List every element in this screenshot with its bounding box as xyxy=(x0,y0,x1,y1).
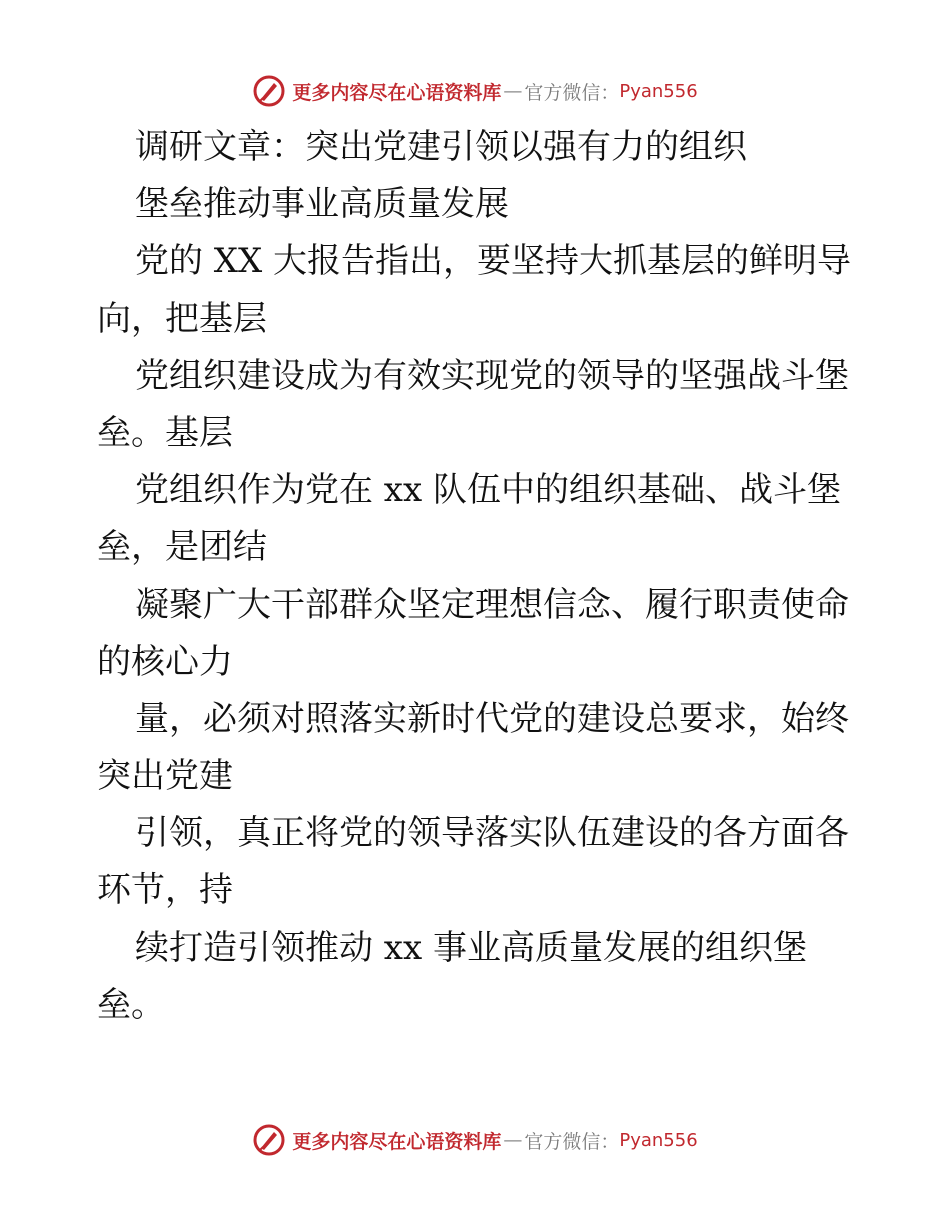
paragraph-line-1: 党的 XX 大报告指出，要坚持大抓基层的鲜明导 xyxy=(135,241,852,282)
watermark-main-text: 更多内容尽在心语资料库 xyxy=(292,1130,502,1153)
quill-pen-logo-icon xyxy=(252,1123,286,1157)
paragraph-line-4: 垒。基层 xyxy=(97,412,233,453)
paragraph-line-12: 环节，持 xyxy=(97,870,233,911)
paragraph-line-9: 量，必须对照落实新时代党的建设总要求，始终 xyxy=(135,698,849,739)
paragraph-line-14: 垒。 xyxy=(97,984,165,1025)
footer-watermark xyxy=(0,1120,950,1160)
watermark-main-text: 更多内容尽在心语资料库 xyxy=(292,81,502,104)
watermark-sub-text: 官方微信： xyxy=(524,1130,620,1153)
watermark-dash: — xyxy=(503,1129,523,1151)
paragraph-line-3: 党组织建设成为有效实现党的领导的坚强战斗堡 xyxy=(135,355,849,396)
title-line-1: 调研文章：突出党建引领以强有力的组织 xyxy=(135,127,747,167)
paragraph-line-11: 引领，真正将党的领导落实队伍建设的各方面各 xyxy=(135,813,849,854)
title-line-2: 堡垒推动事业高质量发展 xyxy=(135,184,509,225)
watermark-sub-text: 官方微信： xyxy=(524,81,620,104)
header-watermark xyxy=(0,71,950,111)
watermark-dash: — xyxy=(503,80,523,102)
paragraph-line-5: 党组织作为党在 xx 队伍中的组织基础、战斗堡 xyxy=(135,470,841,511)
quill-pen-logo-icon xyxy=(252,74,286,108)
paragraph-line-2: 向，把基层 xyxy=(97,298,267,339)
paragraph-line-6: 垒，是团结 xyxy=(97,527,267,568)
watermark-account: Pyan556 xyxy=(619,80,698,102)
paragraph-line-10: 突出党建 xyxy=(97,756,233,797)
watermark-account: Pyan556 xyxy=(619,1129,698,1151)
paragraph-line-8: 的核心力 xyxy=(97,641,233,682)
document-body xyxy=(97,119,857,1034)
paragraph-line-7: 凝聚广大干部群众坚定理想信念、履行职责使命 xyxy=(135,584,849,625)
paragraph-line-13: 续打造引领推动 xx 事业高质量发展的组织堡 xyxy=(135,927,807,968)
